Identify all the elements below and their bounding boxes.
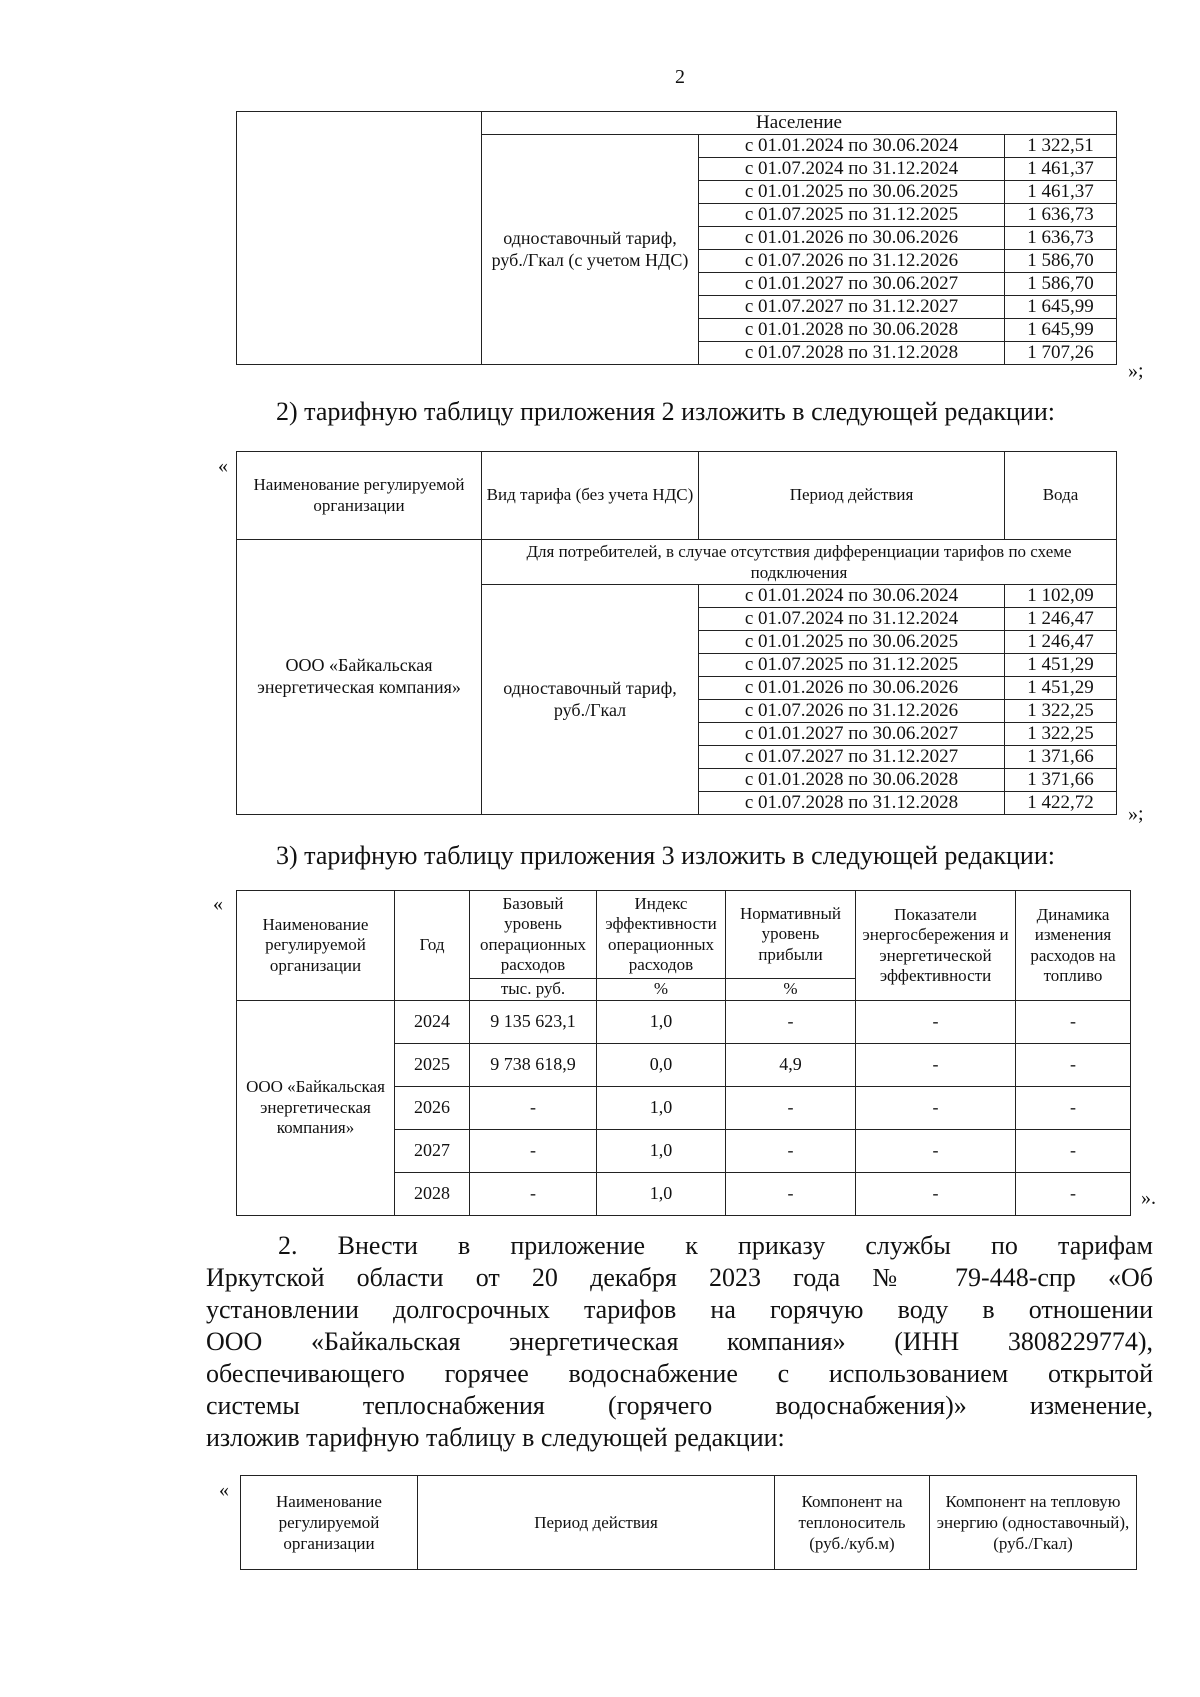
header-year: Год	[395, 891, 470, 1001]
period-cell: с 01.01.2025 по 30.06.2025	[699, 631, 1005, 654]
value-cell: 1 422,72	[1005, 792, 1117, 815]
table-row	[237, 1001, 1131, 1044]
header-heat-energy: Компонент на тепловую энергию (одноставочный), (руб./Гкал)	[930, 1476, 1137, 1570]
index-cell: 1,0	[597, 1087, 726, 1130]
period-cell: с 01.01.2024 по 30.06.2024	[699, 135, 1005, 158]
base-cell: -	[470, 1087, 597, 1130]
period-cell: с 01.01.2024 по 30.06.2024	[699, 585, 1005, 608]
energy-cell: -	[856, 1087, 1016, 1130]
profit-cell: -	[726, 1087, 856, 1130]
index-cell: 1,0	[597, 1001, 726, 1044]
header-org: Наименование регулируемой организации	[237, 452, 482, 540]
header-profit: Нормативный уровень прибыли	[726, 891, 856, 979]
value-cell: 1 636,73	[1005, 204, 1117, 227]
group-label: Население	[482, 112, 1117, 135]
header-water: Вода	[1005, 452, 1117, 540]
year-cell: 2024	[395, 1001, 470, 1044]
value-cell: 1 322,25	[1005, 700, 1117, 723]
hot-water-table	[240, 1475, 1137, 1570]
value-cell: 1 322,25	[1005, 723, 1117, 746]
tariff-type: одноставочный тариф, руб./Гкал (с учетом НДС)	[482, 135, 699, 365]
org-name: ООО «Байкальская энергетическая компания»	[237, 540, 482, 815]
value-cell: 1 586,70	[1005, 250, 1117, 273]
year-cell: 2027	[395, 1130, 470, 1173]
header-period: Период действия	[418, 1476, 775, 1570]
header-coolant: Компонент на теплоноситель (руб./куб.м)	[775, 1476, 930, 1570]
fuel-cell: -	[1016, 1044, 1131, 1087]
profit-cell: -	[726, 1173, 856, 1216]
unit-base: тыс. руб.	[470, 979, 597, 1001]
period-cell: с 01.07.2028 по 31.12.2028	[699, 342, 1005, 365]
open-quote-4: «	[219, 1479, 229, 1501]
paragraph-line: 2. Внести в приложение к приказу службы по тарифам	[278, 1231, 1153, 1260]
period-cell: с 01.07.2027 по 31.12.2027	[699, 746, 1005, 769]
index-cell: 1,0	[597, 1130, 726, 1173]
header-base: Базовый уровень операционных расходов	[470, 891, 597, 979]
value-cell: 1 586,70	[1005, 273, 1117, 296]
period-cell: с 01.01.2026 по 30.06.2026	[699, 677, 1005, 700]
value-cell: 1 636,73	[1005, 227, 1117, 250]
paragraph-main	[206, 1230, 1153, 1454]
header-energy: Показатели энергосбережения и энергетической эффективности	[856, 891, 1016, 1001]
period-cell: с 01.01.2027 по 30.06.2027	[699, 723, 1005, 746]
profit-cell: 4,9	[726, 1044, 856, 1087]
header-org: Наименование регулируемой организации	[237, 891, 395, 1001]
header-tariff-type: Вид тарифа (без учета НДС)	[482, 452, 699, 540]
period-cell: с 01.07.2024 по 31.12.2024	[699, 158, 1005, 181]
year-cell: 2026	[395, 1087, 470, 1130]
paragraph-line: Иркутской области от 20 декабря 2023 года № 79-448-спр «Об	[206, 1263, 1153, 1292]
value-cell: 1 371,66	[1005, 769, 1117, 792]
paragraph-3: 3) тарифную таблицу приложения 3 изложить в следующей редакции:	[276, 841, 1055, 870]
org-cell-empty	[237, 112, 482, 365]
header-fuel: Динамика изменения расходов на топливо	[1016, 891, 1131, 1001]
tariff-table-1	[236, 111, 1117, 365]
unit-index: %	[597, 979, 726, 1001]
fuel-cell: -	[1016, 1001, 1131, 1044]
value-cell: 1 246,47	[1005, 631, 1117, 654]
profit-cell: -	[726, 1001, 856, 1044]
base-cell: 9 135 623,1	[470, 1001, 597, 1044]
value-cell: 1 322,51	[1005, 135, 1117, 158]
energy-cell: -	[856, 1044, 1016, 1087]
paragraph-line: установлении долгосрочных тарифов на горячую воду в отношении	[206, 1295, 1153, 1324]
value-cell: 1 461,37	[1005, 181, 1117, 204]
base-cell: -	[470, 1173, 597, 1216]
period-cell: с 01.07.2028 по 31.12.2028	[699, 792, 1005, 815]
header-org: Наименование регулируемой организации	[241, 1476, 418, 1570]
fuel-cell: -	[1016, 1173, 1131, 1216]
closing-quote-3: ».	[1141, 1187, 1156, 1209]
header-index: Индекс эффективности операционных расходов	[597, 891, 726, 979]
value-cell: 1 451,29	[1005, 654, 1117, 677]
period-cell: с 01.07.2026 по 31.12.2026	[699, 250, 1005, 273]
header-period: Период действия	[699, 452, 1005, 540]
period-cell: с 01.01.2026 по 30.06.2026	[699, 227, 1005, 250]
value-cell: 1 645,99	[1005, 319, 1117, 342]
tariff-type: одноставочный тариф, руб./Гкал	[482, 585, 699, 815]
value-cell: 1 371,66	[1005, 746, 1117, 769]
period-cell: с 01.07.2026 по 31.12.2026	[699, 700, 1005, 723]
unit-profit: %	[726, 979, 856, 1001]
energy-cell: -	[856, 1001, 1016, 1044]
profit-cell: -	[726, 1130, 856, 1173]
period-cell: с 01.01.2025 по 30.06.2025	[699, 181, 1005, 204]
tariff-table-2	[236, 451, 1117, 815]
paragraph-line: обеспечивающего горячее водоснабжение с использованием открытой	[206, 1359, 1153, 1388]
period-cell: с 01.07.2027 по 31.12.2027	[699, 296, 1005, 319]
org-name: ООО «Байкальская энергетическая компания»	[237, 1001, 395, 1216]
open-quote-2: «	[218, 455, 228, 477]
index-cell: 1,0	[597, 1173, 726, 1216]
energy-cell: -	[856, 1173, 1016, 1216]
paragraph-2: 2) тарифную таблицу приложения 2 изложить в следующей редакции:	[276, 397, 1055, 426]
period-cell: с 01.07.2024 по 31.12.2024	[699, 608, 1005, 631]
page-number: 2	[675, 66, 685, 88]
value-cell: 1 645,99	[1005, 296, 1117, 319]
value-cell: 1 102,09	[1005, 585, 1117, 608]
paragraph-line: системы теплоснабжения (горячего водоснабжения)» изменение,	[206, 1391, 1153, 1420]
value-cell: 1 246,47	[1005, 608, 1117, 631]
fuel-cell: -	[1016, 1087, 1131, 1130]
base-cell: 9 738 618,9	[470, 1044, 597, 1087]
year-cell: 2028	[395, 1173, 470, 1216]
open-quote-3: «	[213, 893, 223, 915]
period-cell: с 01.01.2028 по 30.06.2028	[699, 769, 1005, 792]
value-cell: 1 707,26	[1005, 342, 1117, 365]
group-label: Для потребителей, в случае отсутствия дифференциации тарифов по схеме подключения	[482, 540, 1117, 585]
period-cell: с 01.07.2025 по 31.12.2025	[699, 654, 1005, 677]
value-cell: 1 461,37	[1005, 158, 1117, 181]
base-cell: -	[470, 1130, 597, 1173]
index-cell: 0,0	[597, 1044, 726, 1087]
closing-quote-2: »;	[1128, 803, 1144, 825]
year-cell: 2025	[395, 1044, 470, 1087]
energy-cell: -	[856, 1130, 1016, 1173]
fuel-cell: -	[1016, 1130, 1131, 1173]
period-cell: с 01.01.2027 по 30.06.2027	[699, 273, 1005, 296]
paragraph-line: ООО «Байкальская энергетическая компания» (ИНН 3808229774),	[206, 1327, 1153, 1356]
efficiency-table	[236, 890, 1131, 1216]
value-cell: 1 451,29	[1005, 677, 1117, 700]
closing-quote-1: »;	[1128, 360, 1144, 382]
period-cell: с 01.01.2028 по 30.06.2028	[699, 319, 1005, 342]
period-cell: с 01.07.2025 по 31.12.2025	[699, 204, 1005, 227]
paragraph-line: изложив тарифную таблицу в следующей редакции:	[206, 1423, 785, 1452]
